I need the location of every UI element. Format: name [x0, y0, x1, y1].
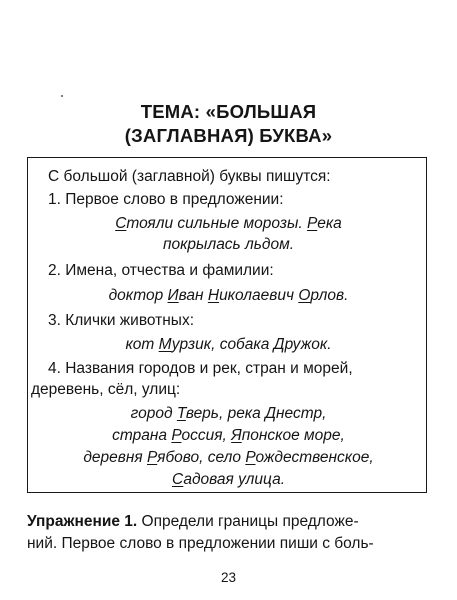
capital-letter: Я: [231, 427, 242, 444]
stray-dot: [61, 95, 63, 97]
exercise-line-2: ний. Первое слово в предложении пиши с боль-: [27, 535, 374, 552]
example-4-line-1: [0, 405, 457, 423]
capital-letter: О: [298, 287, 311, 304]
capital-letter: Т: [176, 405, 186, 422]
example-1-line-1: [0, 215, 457, 233]
rule-intro: С большой (заглавной) буквы пишутся:: [48, 168, 331, 185]
capital-letter: С: [115, 215, 127, 232]
example-text: иколаевич: [219, 287, 299, 304]
example-text: урзик, собака: [171, 336, 274, 353]
rule-item-3: 3. Клички животных:: [48, 312, 195, 329]
capital-letter: С: [171, 471, 184, 488]
example-4-line-4: [0, 471, 457, 489]
example-3: [0, 336, 457, 354]
rule-item-4-line-2: деревень, сёл, улиц:: [31, 381, 181, 398]
capital-letter: Р: [147, 449, 158, 466]
example-text: доктор: [108, 287, 168, 304]
example-4-line-3: [0, 449, 457, 467]
example-text: ождественское,: [255, 449, 374, 466]
title-line-1: ТЕМА: «БОЛЬШАЯ: [140, 101, 317, 122]
example-text: деревня: [83, 449, 147, 466]
example-text: ябово, село: [157, 449, 246, 466]
example-text: верь, река: [185, 405, 266, 422]
capital-letter: Р: [307, 215, 318, 232]
exercise-text: Определи границы предложе-: [137, 513, 359, 530]
rule-item-1: 1. Первое слово в предложении:: [48, 191, 284, 208]
exercise-label: Упражнение 1.: [27, 513, 138, 530]
example-text: тояли сильные морозы.: [126, 215, 308, 232]
example-text: ружок.: [284, 336, 332, 353]
rule-item-4-line-1: 4. Названия городов и рек, стран и морей,: [48, 360, 353, 377]
example-text: город: [130, 405, 177, 422]
capital-letter: Д: [265, 405, 276, 422]
capital-letter: Р: [245, 449, 256, 466]
example-text: понское море,: [241, 427, 345, 444]
example-text: нестр,: [275, 405, 327, 422]
exercise-line-1: [27, 513, 359, 531]
rule-item-2: 2. Имена, отчества и фамилии:: [48, 262, 274, 279]
capital-letter: И: [167, 287, 179, 304]
example-text: оссия,: [181, 427, 232, 444]
title-line-2: (ЗАГЛАВНАЯ) БУКВА»: [124, 125, 333, 146]
example-text: кот: [125, 336, 159, 353]
example-text: ван: [178, 287, 208, 304]
capital-letter: Д: [273, 336, 285, 353]
example-1-line-2: покрылась льдом.: [162, 236, 295, 253]
example-4-line-2: [0, 427, 457, 445]
capital-letter: Р: [171, 427, 182, 444]
capital-letter: Н: [207, 287, 220, 304]
example-text: рлов.: [310, 287, 349, 304]
page-title: [0, 100, 457, 148]
example-text: ека: [317, 215, 342, 232]
page-number: 23: [220, 570, 237, 585]
capital-letter: М: [158, 336, 172, 353]
example-text: страна: [112, 427, 172, 444]
example-2: [0, 287, 457, 305]
example-text: адовая улица.: [183, 471, 286, 488]
